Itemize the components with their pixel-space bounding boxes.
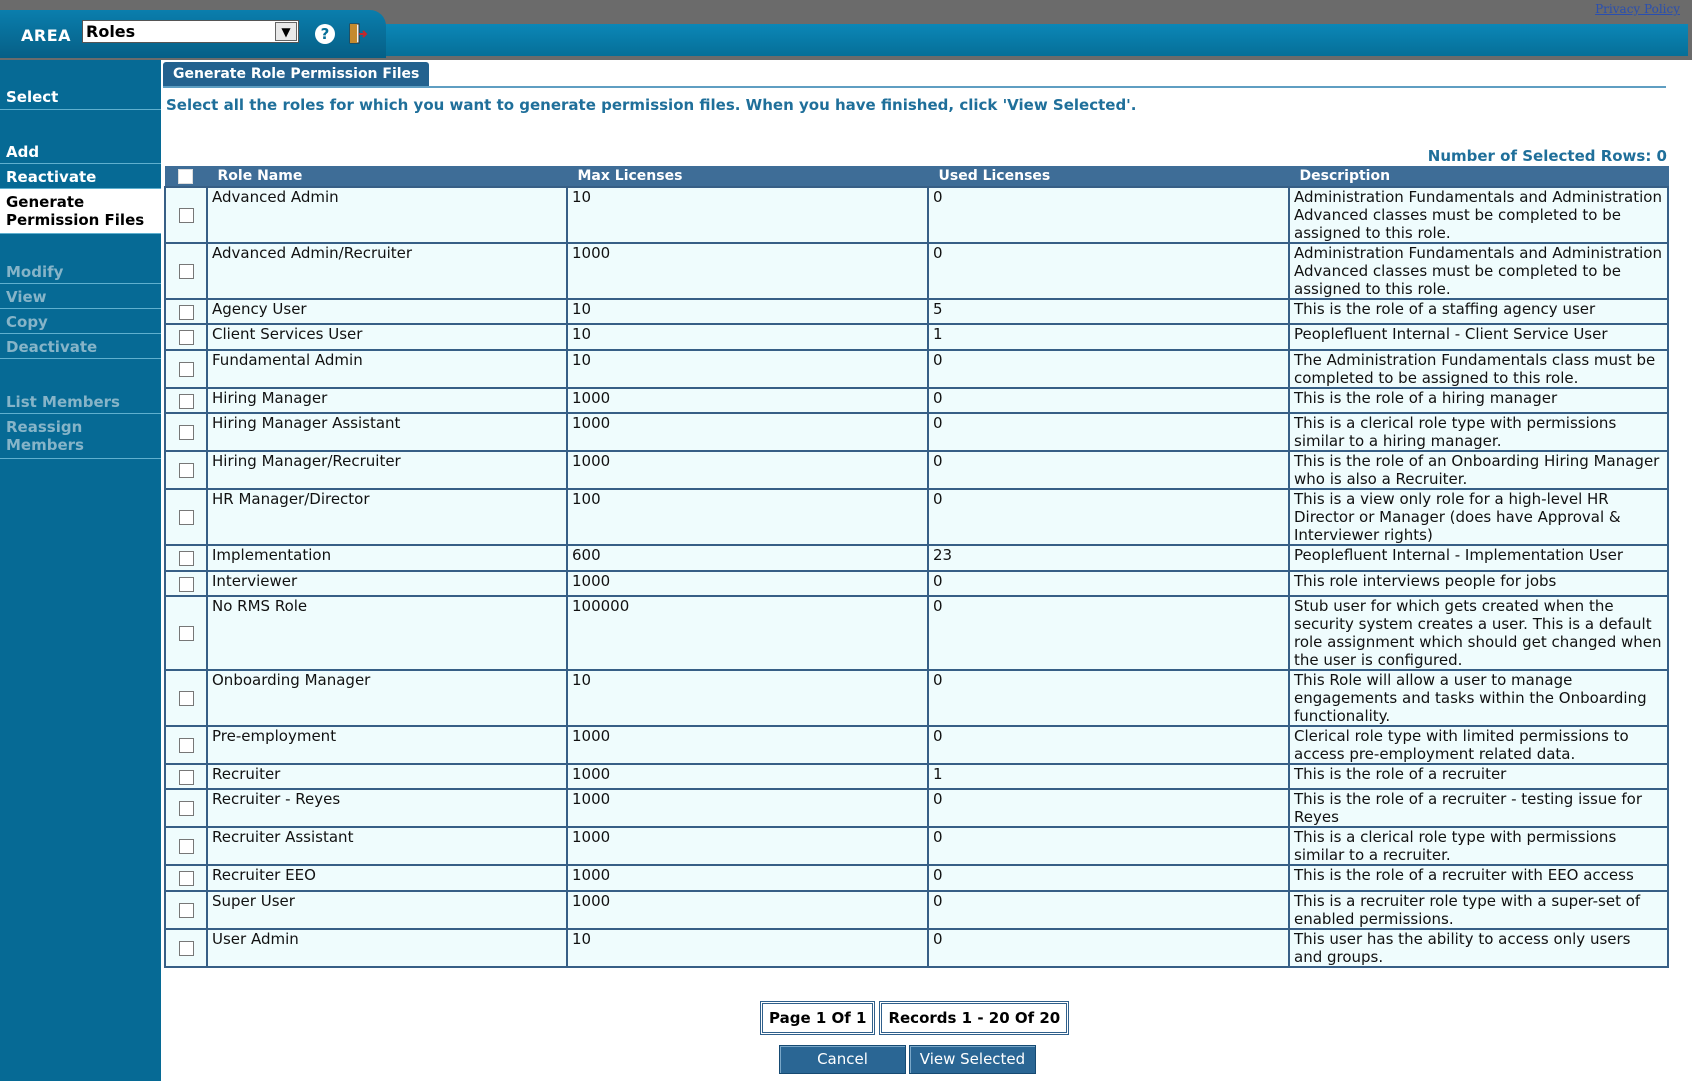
cancel-button[interactable]: Cancel <box>779 1045 906 1074</box>
top-bar <box>0 0 1692 60</box>
used-licenses-cell: 0 <box>928 789 1289 827</box>
max-licenses-cell: 600 <box>567 545 928 571</box>
role-name-cell: Agency User <box>207 299 567 324</box>
table-row[interactable] <box>165 545 1668 571</box>
max-licenses-cell: 1000 <box>567 451 928 489</box>
exit-door-icon[interactable] <box>348 23 368 45</box>
table-row[interactable] <box>165 865 1668 891</box>
table-row[interactable] <box>165 187 1668 243</box>
table-row[interactable] <box>165 891 1668 929</box>
description-cell: This is the role of a staffing agency user <box>1289 299 1668 324</box>
max-licenses-cell: 1000 <box>567 413 928 451</box>
used-licenses-cell: 0 <box>928 187 1289 243</box>
area-label: AREA <box>21 26 72 45</box>
row-select-cell <box>165 350 207 388</box>
row-checkbox[interactable] <box>179 362 194 377</box>
max-licenses-cell: 1000 <box>567 789 928 827</box>
role-name-cell: Advanced Admin <box>207 187 567 243</box>
column-header-role-name[interactable]: Role Name <box>207 166 567 187</box>
select-all-checkbox[interactable] <box>178 169 193 184</box>
row-select-cell <box>165 827 207 865</box>
pager <box>760 1001 1069 1035</box>
table-row[interactable] <box>165 413 1668 451</box>
column-header-used-licenses[interactable]: Used Licenses <box>928 166 1289 187</box>
used-licenses-cell: 0 <box>928 596 1289 670</box>
used-licenses-cell: 1 <box>928 324 1289 350</box>
description-cell: Stub user for which gets created when the security system creates a user. This is a default role assignment which should get changed when the user is configured. <box>1289 596 1668 670</box>
privacy-policy-link[interactable]: Privacy Policy <box>1595 2 1680 16</box>
row-checkbox[interactable] <box>179 801 194 816</box>
table-row[interactable] <box>165 243 1668 299</box>
description-cell: Peoplefluent Internal - Implementation User <box>1289 545 1668 571</box>
sidebar-item-reactivate[interactable]: Reactivate <box>0 164 161 189</box>
used-licenses-cell: 23 <box>928 545 1289 571</box>
row-checkbox[interactable] <box>179 903 194 918</box>
table-row[interactable] <box>165 726 1668 764</box>
description-cell: The Administration Fundamentals class must be completed to be assigned to this role. <box>1289 350 1668 388</box>
description-cell: This is the role of a hiring manager <box>1289 388 1668 413</box>
action-buttons <box>779 1045 1036 1074</box>
role-name-cell: Onboarding Manager <box>207 670 567 726</box>
row-select-cell <box>165 299 207 324</box>
role-name-cell: Pre-employment <box>207 726 567 764</box>
role-name-cell: Fundamental Admin <box>207 350 567 388</box>
used-licenses-cell: 0 <box>928 451 1289 489</box>
description-cell: Clerical role type with limited permissions to access pre-employment related data. <box>1289 726 1668 764</box>
table-row[interactable] <box>165 789 1668 827</box>
used-licenses-cell: 0 <box>928 413 1289 451</box>
table-row[interactable] <box>165 764 1668 789</box>
role-name-cell: Super User <box>207 891 567 929</box>
table-row[interactable] <box>165 489 1668 545</box>
description-cell: This is the role of a recruiter - testing issue for Reyes <box>1289 789 1668 827</box>
description-cell: This Role will allow a user to manage engagements and tasks within the Onboarding functionality. <box>1289 670 1668 726</box>
table-row[interactable] <box>165 299 1668 324</box>
role-name-cell: Recruiter Assistant <box>207 827 567 865</box>
area-select-value: Roles <box>86 22 136 41</box>
description-cell: Administration Fundamentals and Administration Advanced classes must be completed to be assigned to this role. <box>1289 243 1668 299</box>
row-select-cell <box>165 243 207 299</box>
area-select[interactable] <box>82 20 299 43</box>
role-name-cell: Implementation <box>207 545 567 571</box>
used-licenses-cell: 0 <box>928 243 1289 299</box>
used-licenses-cell: 0 <box>928 827 1289 865</box>
sidebar-item-deactivate[interactable]: Deactivate <box>0 334 161 359</box>
sidebar-item-modify[interactable]: Modify <box>0 259 161 284</box>
description-cell: This is a view only role for a high-level HR Director or Manager (does have Approval & Interviewer rights) <box>1289 489 1668 545</box>
selected-rows-count: Number of Selected Rows: 0 <box>1427 147 1667 165</box>
used-licenses-cell: 0 <box>928 670 1289 726</box>
row-select-cell <box>165 929 207 967</box>
roles-table <box>164 166 1669 968</box>
max-licenses-cell: 10 <box>567 187 928 243</box>
row-select-cell <box>165 451 207 489</box>
max-licenses-cell: 10 <box>567 929 928 967</box>
main-content <box>161 60 1692 1081</box>
max-licenses-cell: 1000 <box>567 243 928 299</box>
max-licenses-cell: 100000 <box>567 596 928 670</box>
description-cell: Peoplefluent Internal - Client Service User <box>1289 324 1668 350</box>
question-circle-icon[interactable]: ? <box>315 24 335 44</box>
role-name-cell: Recruiter EEO <box>207 865 567 891</box>
used-licenses-cell: 0 <box>928 726 1289 764</box>
records-indicator: Records 1 - 20 Of 20 <box>879 1001 1069 1035</box>
row-checkbox[interactable] <box>179 510 194 525</box>
role-name-cell: Advanced Admin/Recruiter <box>207 243 567 299</box>
description-cell: This is the role of an Onboarding Hiring Manager who is also a Recruiter. <box>1289 451 1668 489</box>
role-name-cell: Recruiter - Reyes <box>207 789 567 827</box>
select-all-cell <box>165 166 207 187</box>
column-header-max-licenses[interactable]: Max Licenses <box>567 166 928 187</box>
table-row[interactable] <box>165 670 1668 726</box>
max-licenses-cell: 1000 <box>567 827 928 865</box>
role-name-cell: User Admin <box>207 929 567 967</box>
sidebar-item-generate-permission-files[interactable]: Generate Permission Files <box>0 189 161 234</box>
row-select-cell <box>165 596 207 670</box>
row-checkbox[interactable] <box>179 264 194 279</box>
roles-table-body <box>165 187 1668 967</box>
description-cell: This is a recruiter role type with a super-set of enabled permissions. <box>1289 891 1668 929</box>
row-checkbox[interactable] <box>179 394 194 409</box>
row-select-cell <box>165 865 207 891</box>
row-select-cell <box>165 764 207 789</box>
sidebar-item-view[interactable]: View <box>0 284 161 309</box>
table-row[interactable] <box>165 324 1668 350</box>
row-checkbox[interactable] <box>179 208 194 223</box>
role-name-cell: Client Services User <box>207 324 567 350</box>
role-name-cell: Hiring Manager Assistant <box>207 413 567 451</box>
used-licenses-cell: 0 <box>928 571 1289 596</box>
used-licenses-cell: 5 <box>928 299 1289 324</box>
used-licenses-cell: 0 <box>928 929 1289 967</box>
role-name-cell: Hiring Manager <box>207 388 567 413</box>
row-checkbox[interactable] <box>179 839 194 854</box>
row-select-cell <box>165 789 207 827</box>
max-licenses-cell: 1000 <box>567 571 928 596</box>
used-licenses-cell: 1 <box>928 764 1289 789</box>
row-select-cell <box>165 545 207 571</box>
role-name-cell: Recruiter <box>207 764 567 789</box>
sidebar-item-add[interactable]: Add <box>0 139 161 164</box>
role-name-cell: Interviewer <box>207 571 567 596</box>
description-cell: Administration Fundamentals and Administration Advanced classes must be completed to be assigned to this role. <box>1289 187 1668 243</box>
max-licenses-cell: 10 <box>567 350 928 388</box>
description-cell: This is a clerical role type with permissions similar to a hiring manager. <box>1289 413 1668 451</box>
description-cell: This is the role of a recruiter with EEO access <box>1289 865 1668 891</box>
max-licenses-cell: 1000 <box>567 388 928 413</box>
table-row[interactable] <box>165 827 1668 865</box>
sidebar-item-reassign-members[interactable]: Reassign Members <box>0 414 161 459</box>
row-select-cell <box>165 413 207 451</box>
description-cell: This is the role of a recruiter <box>1289 764 1668 789</box>
table-header-row <box>165 166 1668 187</box>
max-licenses-cell: 10 <box>567 299 928 324</box>
description-cell: This is a clerical role type with permissions similar to a recruiter. <box>1289 827 1668 865</box>
used-licenses-cell: 0 <box>928 350 1289 388</box>
row-select-cell <box>165 187 207 243</box>
max-licenses-cell: 10 <box>567 670 928 726</box>
row-checkbox[interactable] <box>179 770 194 785</box>
used-licenses-cell: 0 <box>928 489 1289 545</box>
row-checkbox[interactable] <box>179 305 194 320</box>
row-checkbox[interactable] <box>179 738 194 753</box>
tab-divider <box>163 86 1666 88</box>
table-row[interactable] <box>165 350 1668 388</box>
sidebar-item-select[interactable]: Select <box>0 84 161 110</box>
sidebar-item-copy[interactable]: Copy <box>0 309 161 334</box>
max-licenses-cell: 1000 <box>567 764 928 789</box>
column-header-description[interactable]: Description <box>1289 166 1668 187</box>
max-licenses-cell: 1000 <box>567 865 928 891</box>
role-name-cell: No RMS Role <box>207 596 567 670</box>
used-licenses-cell: 0 <box>928 865 1289 891</box>
table-row[interactable] <box>165 388 1668 413</box>
table-row[interactable] <box>165 571 1668 596</box>
role-name-cell: HR Manager/Director <box>207 489 567 545</box>
row-select-cell <box>165 891 207 929</box>
used-licenses-cell: 0 <box>928 388 1289 413</box>
row-select-cell <box>165 726 207 764</box>
description-cell: This user has the ability to access only users and groups. <box>1289 929 1668 967</box>
table-row[interactable] <box>165 929 1668 967</box>
row-select-cell <box>165 571 207 596</box>
row-select-cell <box>165 324 207 350</box>
page-indicator: Page 1 Of 1 <box>760 1001 875 1035</box>
row-select-cell <box>165 388 207 413</box>
tab-generate-role-permission-files[interactable]: Generate Role Permission Files <box>163 62 429 87</box>
instructions-text: Select all the roles for which you want to generate permission files. When you have finished, click 'View Selected'. <box>166 96 1137 114</box>
row-checkbox[interactable] <box>179 551 194 566</box>
role-name-cell: Hiring Manager/Recruiter <box>207 451 567 489</box>
row-checkbox[interactable] <box>179 626 194 641</box>
row-select-cell <box>165 489 207 545</box>
chevron-down-icon[interactable]: ▼ <box>275 22 297 41</box>
view-selected-button[interactable]: View Selected <box>909 1045 1036 1074</box>
row-checkbox[interactable] <box>179 871 194 886</box>
row-checkbox[interactable] <box>179 330 194 345</box>
max-licenses-cell: 10 <box>567 324 928 350</box>
table-row[interactable] <box>165 451 1668 489</box>
row-checkbox[interactable] <box>179 463 194 478</box>
row-checkbox[interactable] <box>179 425 194 440</box>
sidebar-item-list-members[interactable]: List Members <box>0 389 161 414</box>
max-licenses-cell: 100 <box>567 489 928 545</box>
max-licenses-cell: 1000 <box>567 726 928 764</box>
used-licenses-cell: 0 <box>928 891 1289 929</box>
max-licenses-cell: 1000 <box>567 891 928 929</box>
sidebar <box>0 60 161 1081</box>
row-checkbox[interactable] <box>179 691 194 706</box>
row-checkbox[interactable] <box>179 941 194 956</box>
row-checkbox[interactable] <box>179 577 194 592</box>
table-row[interactable] <box>165 596 1668 670</box>
row-select-cell <box>165 670 207 726</box>
description-cell: This role interviews people for jobs <box>1289 571 1668 596</box>
